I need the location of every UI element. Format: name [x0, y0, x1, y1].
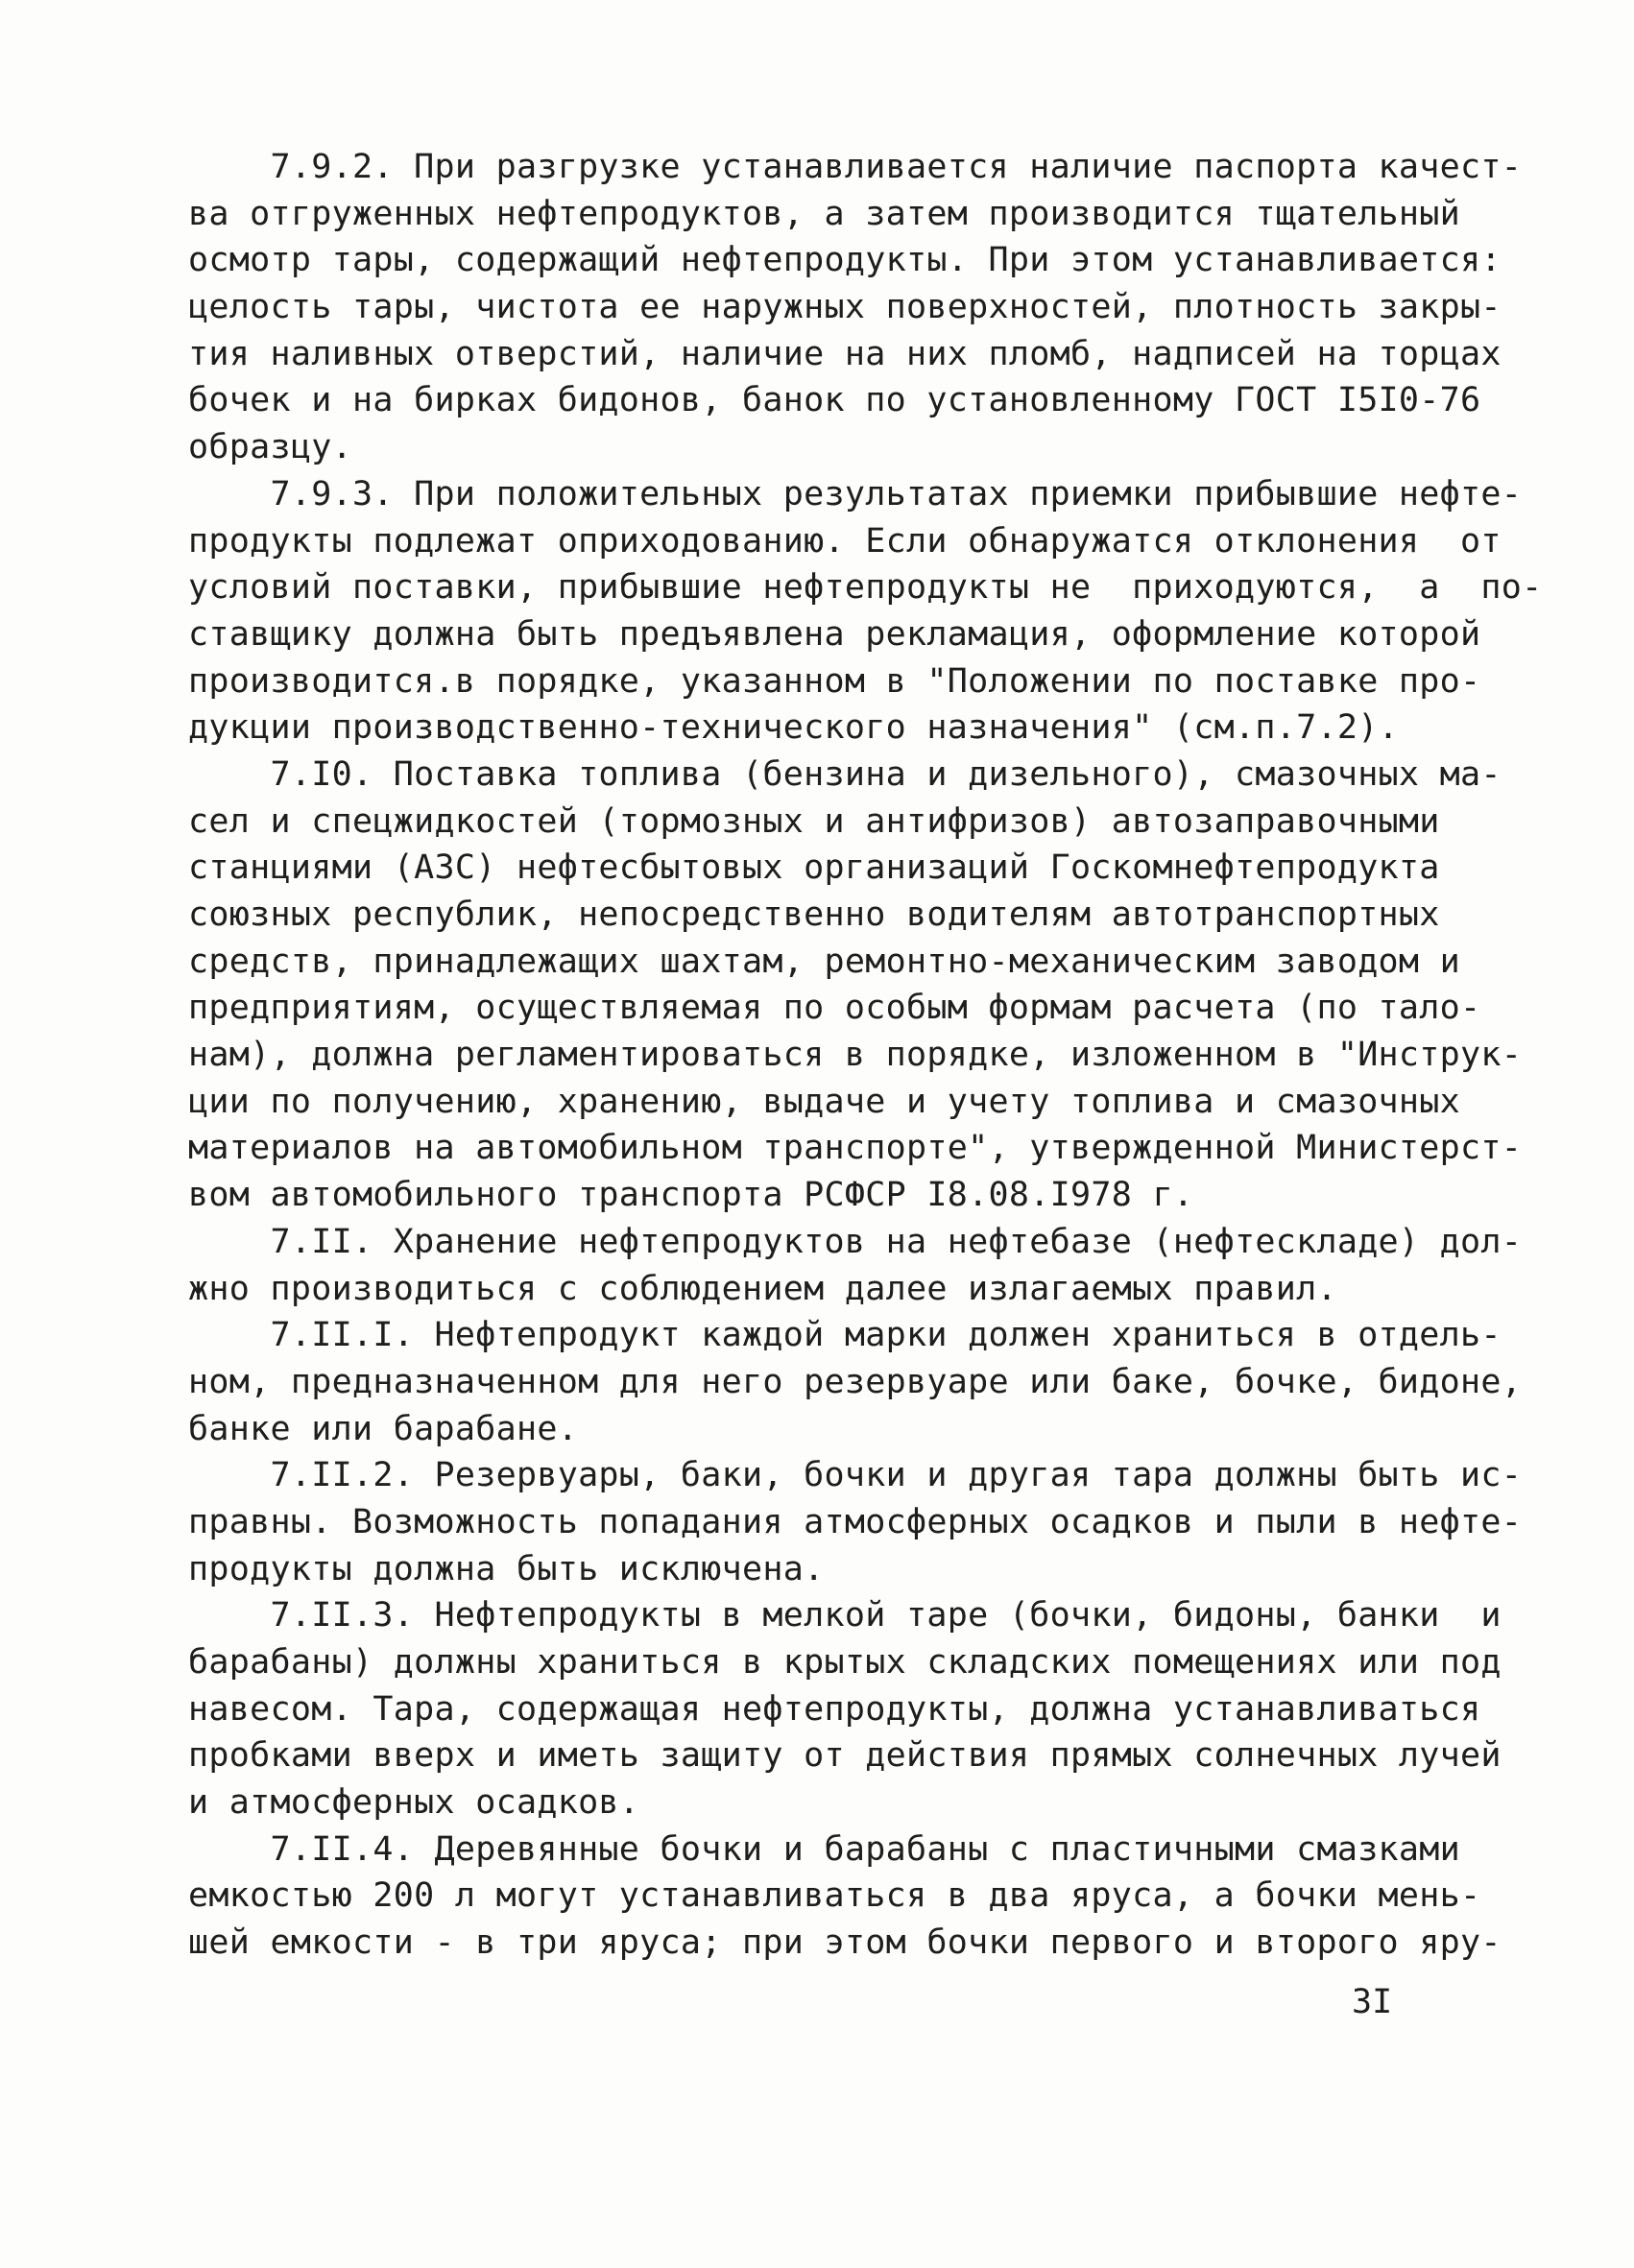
text-line: образцу.	[188, 428, 352, 467]
text-line: 7.9.3. При положительных результатах приемки прибывшие нефте-	[188, 474, 1523, 513]
text-line: ставщику должна быть предъявлена рекламация, оформление которой	[188, 614, 1481, 654]
text-line: жно производиться с соблюдением далее излагаемых правил.	[188, 1269, 1337, 1308]
text-line: барабаны) должны храниться в крытых складских помещениях или под	[188, 1643, 1502, 1682]
text-line: вом автомобильного транспорта РСФСР I8.08.I978 г.	[188, 1176, 1194, 1215]
text-line: бочек и на бирках бидонов, банок по установленному ГОСТ I5I0-76	[188, 381, 1481, 420]
text-line: продукты должна быть исключена.	[188, 1549, 825, 1588]
text-line: 7.II.3. Нефтепродукты в мелкой таре (бочки, бидоны, банки и	[188, 1596, 1502, 1635]
text-line: средств, принадлежащих шахтам, ремонтно-механическим заводом и	[188, 942, 1461, 981]
text-line: ва отгруженных нефтепродуктов, а затем производится тщательный	[188, 194, 1461, 233]
text-line: ном, предназначенном для него резервуаре или баке, бочке, бидоне,	[188, 1362, 1523, 1401]
text-line: 7.II. Хранение нефтепродуктов на нефтебазе (нефтескладе) дол-	[188, 1222, 1523, 1261]
text-line: правны. Возможность попадания атмосферных осадков и пыли в нефте-	[188, 1502, 1523, 1541]
text-line: 7.9.2. При разгрузке устанавливается наличие паспорта качест-	[188, 148, 1523, 186]
text-line: 7.II.I. Нефтепродукт каждой марки должен храниться в отдель-	[188, 1316, 1502, 1355]
body-text	[188, 144, 1543, 1967]
text-line: и атмосферных осадков.	[188, 1783, 640, 1823]
text-line: емкостью 200 л могут устанавливаться в два яруса, а бочки мень-	[188, 1876, 1481, 1916]
text-line: продукты подлежат оприходованию. Если обнаружатся отклонения от	[188, 521, 1502, 561]
text-line: банке или барабане.	[188, 1409, 579, 1448]
text-line: шей емкости - в три яруса; при этом бочки первого и второго яру-	[188, 1923, 1502, 1963]
text-line: тия наливных отверстий, наличие на них пломб, надписей на торцах	[188, 334, 1502, 373]
text-line: 7.II.4. Деревянные бочки и барабаны с пластичными смазками	[188, 1829, 1461, 1869]
text-line: предприятиям, осуществляемая по особым формам расчета (по тало-	[188, 989, 1481, 1028]
text-line: ции по получению, хранению, выдаче и учету топлива и смазочных	[188, 1082, 1461, 1121]
text-line: навесом. Тара, содержащая нефтепродукты, должна устанавливаться	[188, 1689, 1481, 1729]
text-line: целость тары, чистота ее наружных поверхностей, плотность закры-	[188, 288, 1502, 327]
text-line: дукции производственно-технического назначения" (см.п.7.2).	[188, 708, 1399, 748]
text-line: станциями (АЗС) нефтесбытовых организаций Госкомнефтепродукта	[188, 848, 1440, 888]
text-line: 7.II.2. Резервуары, баки, бочки и другая тара должны быть ис-	[188, 1456, 1523, 1495]
text-line: союзных республик, непосредственно водителям автотранспортных	[188, 895, 1440, 934]
text-line: осмотр тары, содержащий нефтепродукты. При этом устанавливается:	[188, 241, 1502, 280]
text-line: сел и спецжидкостей (тормозных и антифризов) автозаправочными	[188, 801, 1440, 841]
text-line: пробками вверх и иметь защиту от действия прямых солнечных лучей	[188, 1736, 1502, 1776]
text-line: условий поставки, прибывшие нефтепродукты не приходуются, а по-	[188, 568, 1543, 608]
text-line: материалов на автомобильном транспорте", утвержденной Министерст-	[188, 1129, 1523, 1168]
page-number: 3I	[1352, 1983, 1393, 2021]
text-line: 7.I0. Поставка топлива (бензина и дизельного), смазочных ма-	[188, 754, 1502, 794]
text-line: нам), должна регламентироваться в порядке, изложенном в "Инструк-	[188, 1036, 1523, 1075]
text-line: производится.в порядке, указанном в "Положении по поставке про-	[188, 661, 1481, 701]
